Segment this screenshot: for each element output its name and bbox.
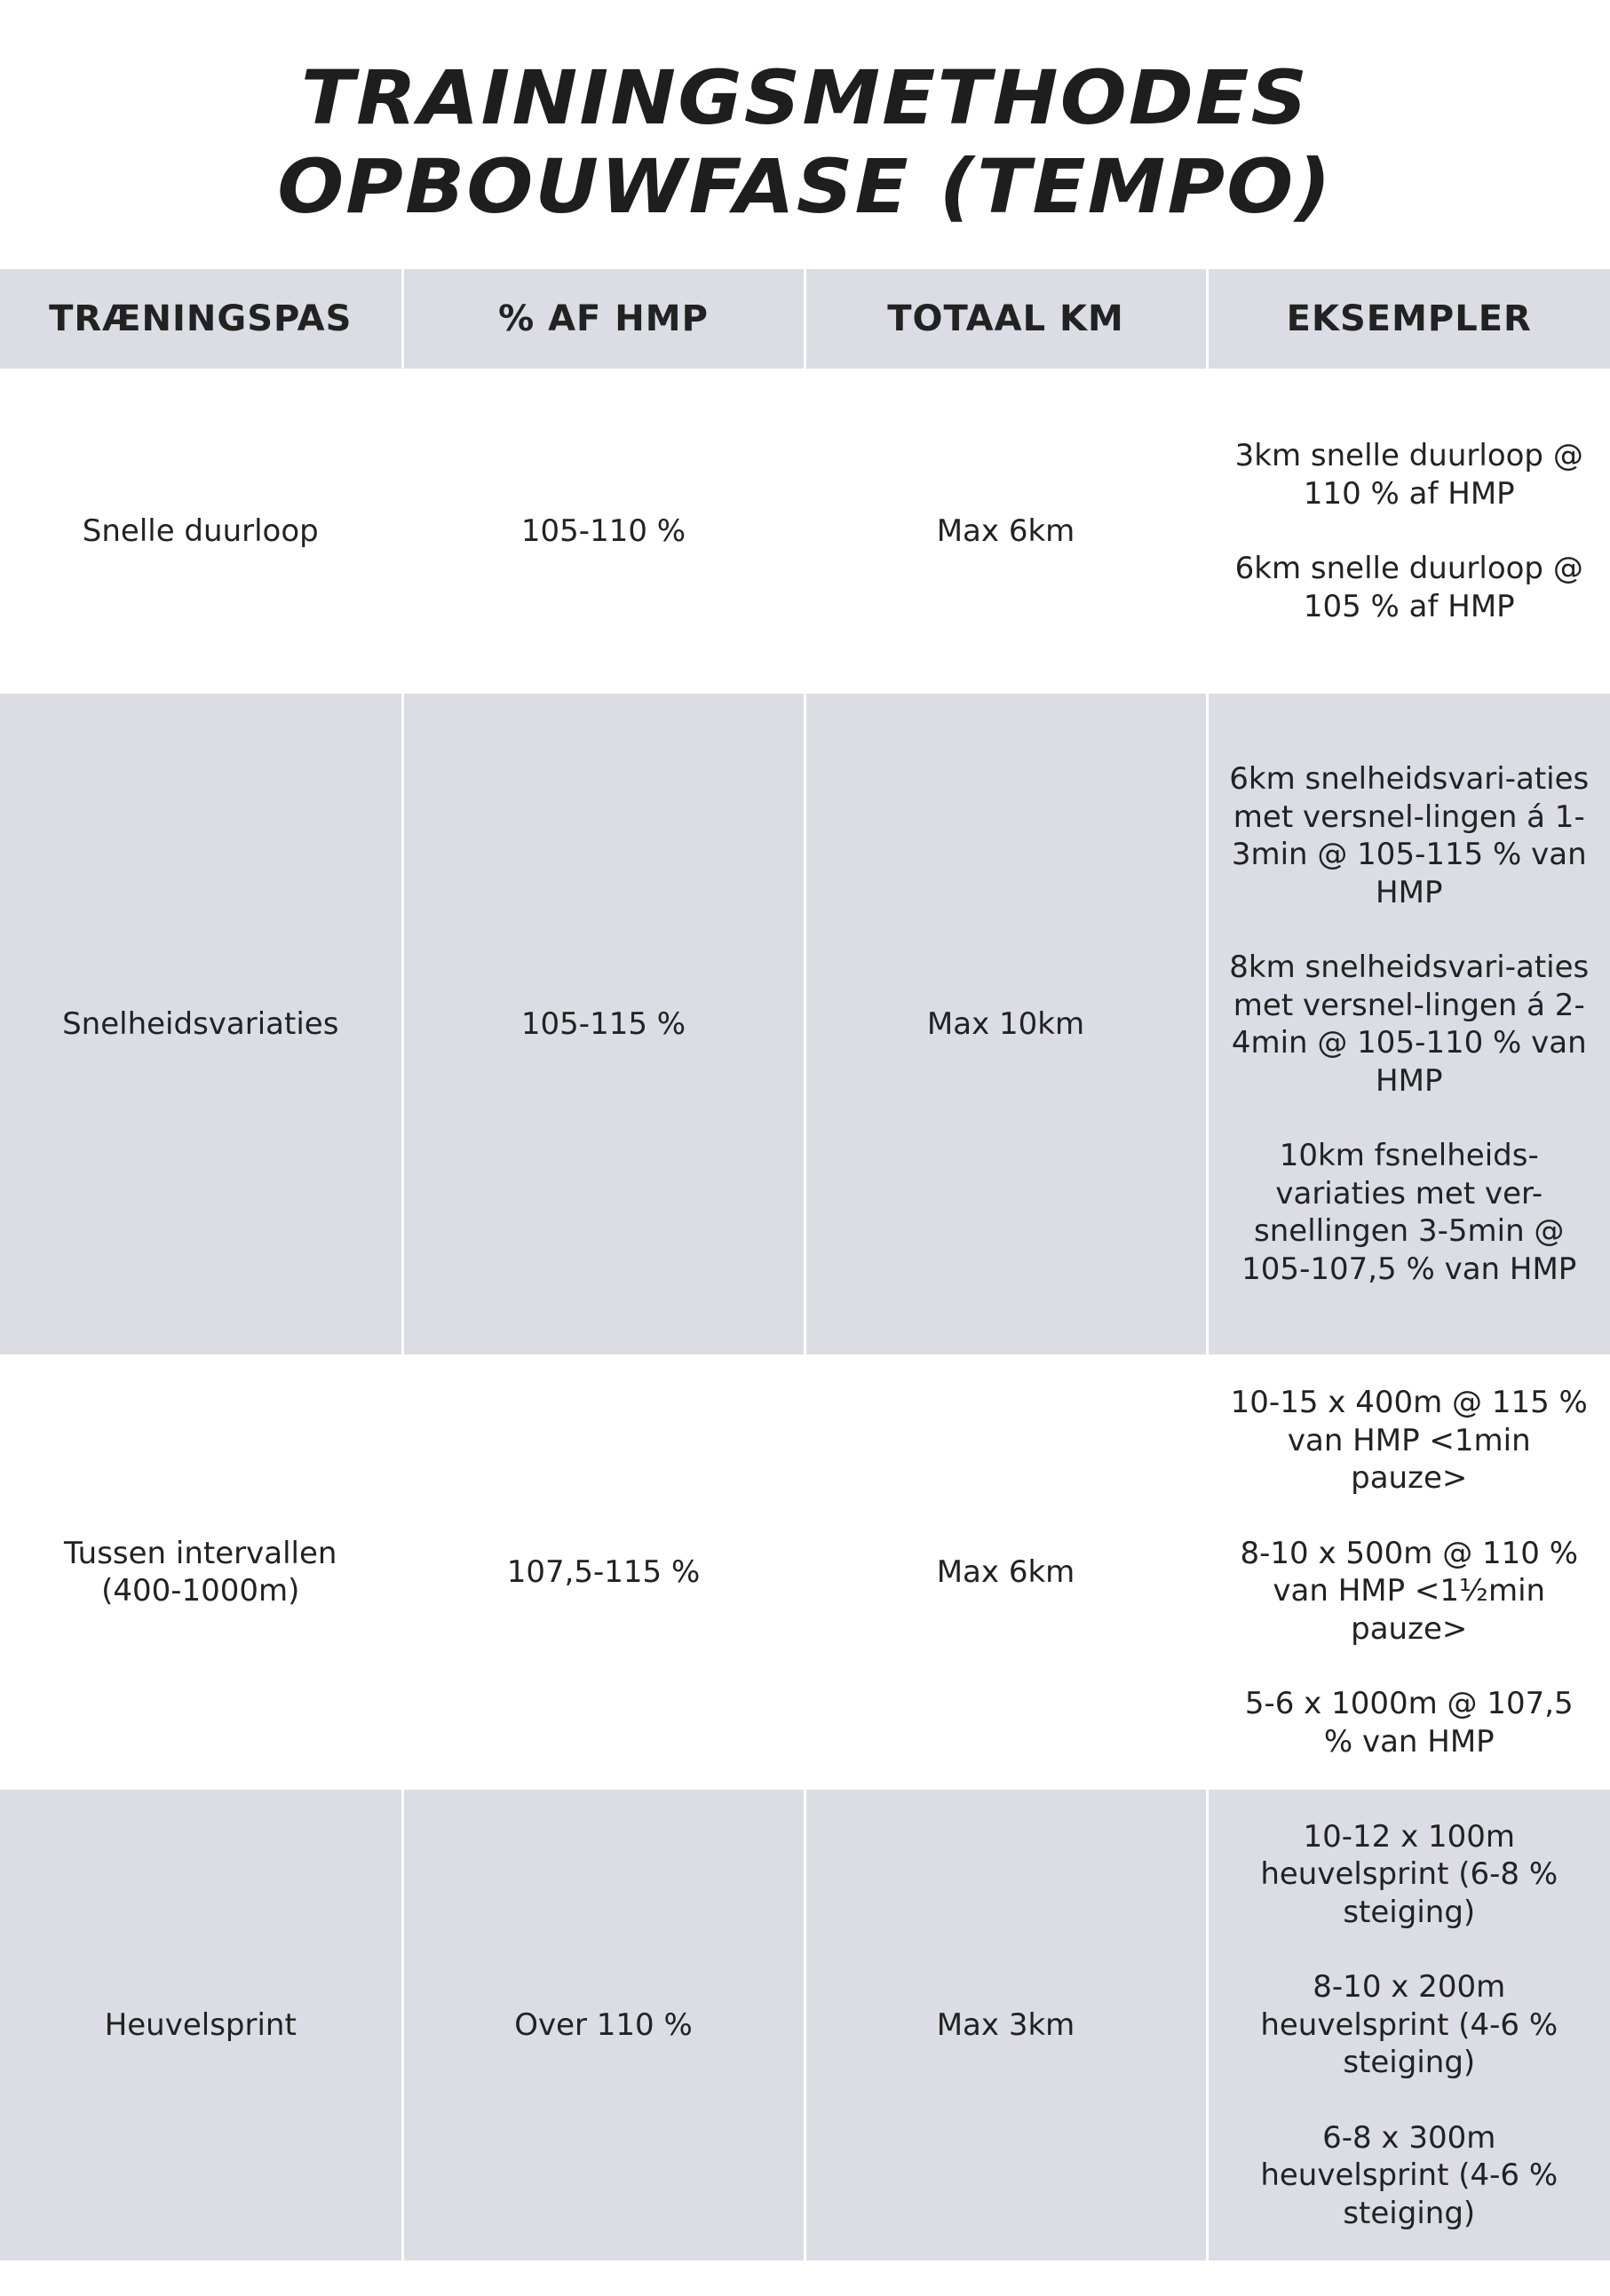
example-item: 10km fsnelheids-variaties met ver-snellingen 3-5min @ 105-107,5 % van HMP bbox=[1241, 1138, 1577, 1287]
example-item: 10-15 x 400m @ 115 % van HMP <1min pauze> bbox=[1230, 1385, 1588, 1496]
table-row bbox=[0, 1790, 1610, 2260]
example-item: 8-10 x 500m @ 110 % van HMP <1½min pauze> bbox=[1240, 1535, 1579, 1647]
column-header-percent: % AF HMP bbox=[402, 269, 805, 369]
example-item: 8-10 x 200m heuvelsprint (4-6 % steiging) bbox=[1260, 1969, 1558, 2081]
column-header-session: TRÆNINGSPAS bbox=[0, 269, 402, 369]
session-cell: Heuvelsprint bbox=[0, 1790, 402, 2260]
session-cell: Snelle duurloop bbox=[0, 369, 402, 694]
table-row bbox=[0, 694, 1610, 1355]
percent-cell: 105-115 % bbox=[402, 694, 805, 1355]
examples-cell bbox=[1207, 369, 1610, 694]
session-cell: Snelheidsvariaties bbox=[0, 694, 402, 1355]
table-row bbox=[0, 369, 1610, 694]
page-title bbox=[0, 53, 1610, 231]
example-item: 10-12 x 100m heuvelsprint (6-8 % steiging) bbox=[1260, 1818, 1558, 1930]
total-km-cell: Max 6km bbox=[805, 369, 1207, 694]
example-item: 6km snelheidsvari-aties met versnel-lingen á 1-3min @ 105-115 % van HMP bbox=[1229, 761, 1590, 910]
example-item: 8km snelheidsvari-aties met versnel-lingen á 2-4min @ 105-110 % van HMP bbox=[1229, 949, 1590, 1099]
title-line-2: OPBOUWFASE (TEMPO) bbox=[277, 143, 1333, 230]
total-km-cell: Max 10km bbox=[805, 694, 1207, 1355]
session-cell: Tussen intervallen (400-1000m) bbox=[0, 1355, 402, 1790]
table-header bbox=[0, 269, 1610, 369]
title-line-1: TRAININGSMETHODES bbox=[300, 54, 1310, 141]
total-km-cell: Max 3km bbox=[805, 1790, 1207, 2260]
header-row bbox=[0, 269, 1610, 369]
examples-cell bbox=[1207, 694, 1610, 1355]
percent-cell: Over 110 % bbox=[402, 1790, 805, 2260]
total-km-cell: Max 6km bbox=[805, 1355, 1207, 1790]
column-header-examples: EKSEMPLER bbox=[1207, 269, 1610, 369]
example-item: 3km snelle duurloop @ 110 % af HMP bbox=[1234, 438, 1583, 512]
table-body bbox=[0, 369, 1610, 2260]
examples-cell bbox=[1207, 1355, 1610, 1790]
examples-cell bbox=[1207, 1790, 1610, 2260]
example-item: 6-8 x 300m heuvelsprint (4-6 % steiging) bbox=[1260, 2119, 1558, 2231]
percent-cell: 105-110 % bbox=[402, 369, 805, 694]
percent-cell: 107,5-115 % bbox=[402, 1355, 805, 1790]
table-row bbox=[0, 1355, 1610, 1790]
example-item: 6km snelle duurloop @ 105 % af HMP bbox=[1234, 551, 1583, 624]
column-header-total-km: TOTAAL KM bbox=[805, 269, 1207, 369]
training-methods-table bbox=[0, 269, 1610, 2260]
example-item: 5-6 x 1000m @ 107,5 % van HMP bbox=[1244, 1686, 1574, 1760]
